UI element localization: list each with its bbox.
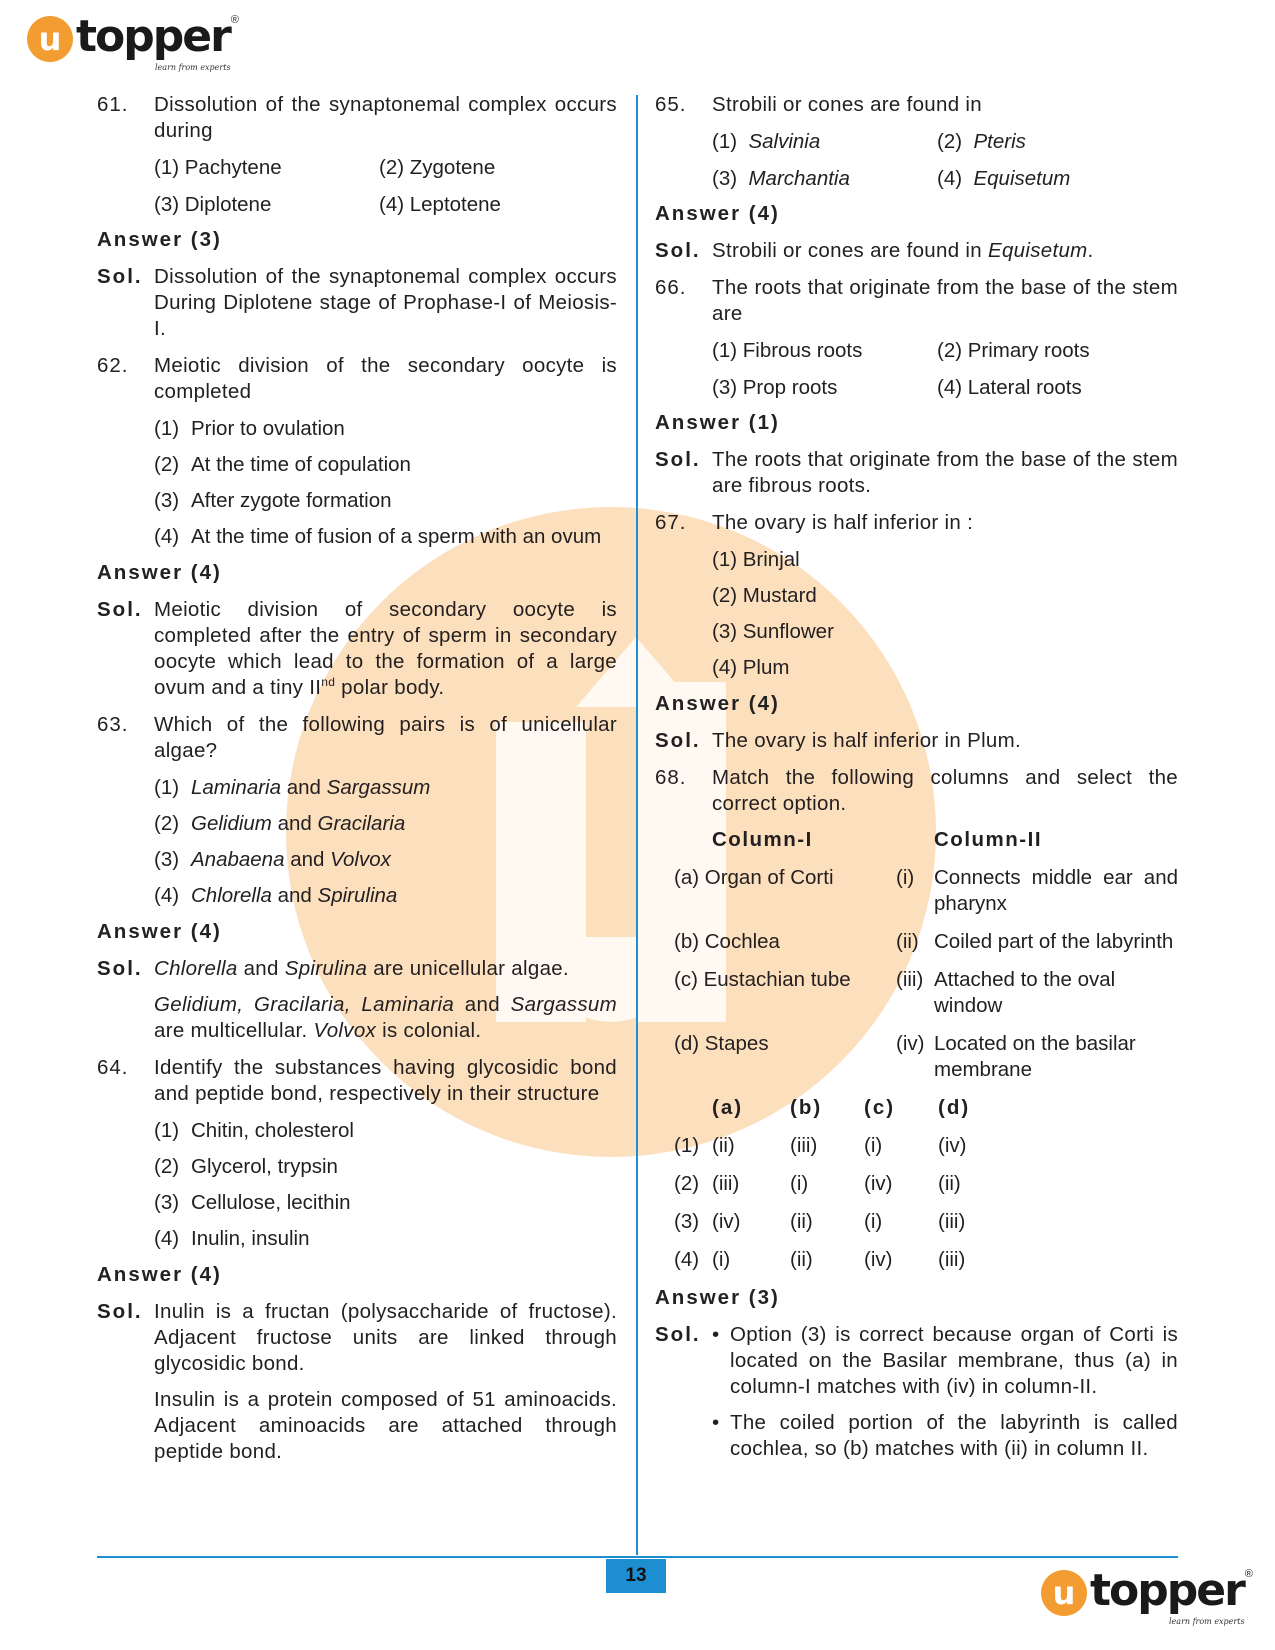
option-3: (3) Cellulose, lecithin xyxy=(154,1191,351,1214)
option-3: (3) After zygote formation xyxy=(154,489,392,512)
question-61 xyxy=(97,92,617,218)
option-4: (4) Inulin, insulin xyxy=(154,1227,310,1250)
match-table xyxy=(674,827,1178,1273)
solution-62 xyxy=(97,597,617,701)
option-1: (1) Laminaria and Sargassum xyxy=(154,776,431,799)
option-2: (2) Zygotene xyxy=(379,156,496,179)
answer-67: Answer (4) xyxy=(655,692,780,715)
options xyxy=(712,338,1178,401)
solution-68 xyxy=(655,1322,1178,1462)
option-1: (1) Salvinia xyxy=(712,130,821,153)
option-1: (1) Brinjal xyxy=(712,548,800,571)
left-column xyxy=(97,92,617,1476)
solution-text: Strobili or cones are found in Equisetum. xyxy=(712,239,1094,262)
codes-header: (a) (b) (c) (d) xyxy=(712,1096,971,1119)
options xyxy=(712,129,1178,192)
question-stem: Which of the following pairs is of unicellular algae? xyxy=(154,713,617,762)
answer-64: Answer (4) xyxy=(97,1263,222,1286)
sol-label: Sol. xyxy=(97,957,143,980)
answer-68: Answer (3) xyxy=(655,1286,780,1309)
match-header xyxy=(674,827,1178,853)
option-1: (1) Prior to ovulation xyxy=(154,417,345,440)
question-67 xyxy=(655,510,1178,681)
sol-label: Sol. xyxy=(655,1323,701,1346)
match-row: (b) Cochlea (ii) Coiled part of the labyrinth xyxy=(674,930,1174,953)
option-2: (2) Gelidium and Gracilaria xyxy=(154,812,406,835)
question-number: 63. xyxy=(97,713,129,736)
option-2: (2) Primary roots xyxy=(937,339,1090,362)
option-3: (3) Anabaena and Volvox xyxy=(154,848,391,871)
question-stem: Strobili or cones are found in xyxy=(712,93,982,116)
sol-label: Sol. xyxy=(97,265,143,288)
question-stem: Meiotic division of the secondary oocyte is completed xyxy=(154,354,617,403)
question-stem: The ovary is half inferior in : xyxy=(712,511,974,534)
topper-u-icon: u xyxy=(1041,1570,1087,1616)
question-stem: Identify the substances having glycosidic bond and peptide bond, respectively in their structure xyxy=(154,1056,617,1105)
question-62 xyxy=(97,353,617,550)
solution-text-2: Insulin is a protein composed of 51 aminoacids. Adjacent aminoacids are attached through peptide bond. xyxy=(154,1388,617,1463)
option-3: (3) Sunflower xyxy=(712,620,834,643)
question-stem: Dissolution of the synaptonemal complex occurs during xyxy=(154,93,617,142)
question-65 xyxy=(655,92,1178,192)
solution-61 xyxy=(97,264,617,342)
option-4: (4) At the time of fusion of a sperm with an ovum xyxy=(154,525,602,548)
solution-bullet: • The coiled portion of the labyrinth is called cochlea, so (b) matches with (ii) in column II. xyxy=(712,1410,1178,1462)
page-number: 13 xyxy=(606,1559,666,1593)
column-1-heading: Column-I xyxy=(712,828,813,851)
sol-label: Sol. xyxy=(655,729,701,752)
options xyxy=(154,1118,617,1252)
brand-tagline: learn from experts xyxy=(1169,1617,1245,1626)
question-number: 61. xyxy=(97,93,129,116)
question-number: 66. xyxy=(655,276,687,299)
question-number: 68. xyxy=(655,766,687,789)
footer-rule xyxy=(97,1556,1178,1558)
option-2: (2) Pteris xyxy=(937,130,1026,153)
option-3: (3) Diplotene xyxy=(154,193,272,216)
sol-label: Sol. xyxy=(97,1300,143,1323)
solution-text: Inulin is a fructan (polysaccharide of fructose). Adjacent fructose units are linked through glycosidic bond. xyxy=(154,1300,617,1375)
brand-name: topper xyxy=(76,11,230,62)
options xyxy=(675,547,1178,681)
topper-logo-top xyxy=(27,11,239,72)
option-4: (4) Equisetum xyxy=(937,167,1071,190)
option-1: (1) Pachytene xyxy=(154,156,282,179)
registered-mark: ® xyxy=(1244,1568,1253,1580)
solution-text: Dissolution of the synaptonemal complex occurs During Diplotene stage of Prophase-I of Meiosis-I. xyxy=(154,265,617,340)
option-codes xyxy=(674,1095,1178,1273)
match-row: (a) Organ of Corti (i) Connects middle ear and pharynx xyxy=(674,866,1178,915)
code-row: (1) (ii) (iii) (i) (iv) xyxy=(674,1134,967,1157)
question-63 xyxy=(97,712,617,909)
solution-text: Meiotic division of secondary oocyte is completed after the entry of sperm in secondary oocyte which lead to the formation of a large ovum and a tiny IInd polar body. xyxy=(154,598,617,699)
topper-u-icon: u xyxy=(27,16,73,62)
code-row: (3) (iv) (ii) (i) (iii) xyxy=(674,1210,966,1233)
solution-65 xyxy=(655,238,1178,264)
solution-text-2: Gelidium, Gracilaria, Laminaria and Sargassum are multicellular. Volvox is colonial. xyxy=(154,993,617,1042)
solution-63 xyxy=(97,956,617,1044)
option-3: (3) Prop roots xyxy=(712,376,838,399)
solution-bullet: • Option (3) is correct because organ of Corti is located on the Basilar membrane, thus (a) in column-I matches with (iv) in column-II. xyxy=(712,1322,1178,1400)
option-2: (2) At the time of copulation xyxy=(154,453,411,476)
answer-65: Answer (4) xyxy=(655,202,780,225)
option-2: (2) Mustard xyxy=(712,584,817,607)
solution-67 xyxy=(655,728,1178,754)
option-4: (4) Chlorella and Spirulina xyxy=(154,884,398,907)
answer-63: Answer (4) xyxy=(97,920,222,943)
registered-mark: ® xyxy=(230,14,239,26)
brand-tagline: learn from experts xyxy=(155,63,231,72)
option-4: (4) Plum xyxy=(712,656,790,679)
option-3: (3) Marchantia xyxy=(712,167,850,190)
column-divider xyxy=(636,95,638,1555)
right-column xyxy=(655,92,1178,1473)
code-row: (2) (iii) (i) (iv) (ii) xyxy=(674,1172,961,1195)
options xyxy=(154,416,617,550)
solution-64 xyxy=(97,1299,617,1465)
answer-62: Answer (4) xyxy=(97,561,222,584)
question-stem: The roots that originate from the base of the stem are xyxy=(712,276,1178,325)
solution-text: The roots that originate from the base of the stem are fibrous roots. xyxy=(712,448,1178,497)
code-row: (4) (i) (ii) (iv) (iii) xyxy=(674,1248,966,1271)
question-stem: Match the following columns and select the correct option. xyxy=(712,766,1178,815)
options xyxy=(154,775,617,909)
question-number: 67. xyxy=(655,511,687,534)
answer-61: Answer (3) xyxy=(97,228,222,251)
question-68 xyxy=(655,765,1178,817)
topper-logo-bottom xyxy=(1041,1565,1253,1626)
question-number: 62. xyxy=(97,354,129,377)
option-2: (2) Glycerol, trypsin xyxy=(154,1155,338,1178)
brand-name: topper xyxy=(1090,1565,1244,1616)
match-row: (d) Stapes (iv) Located on the basilar membrane xyxy=(674,1032,1136,1081)
answer-66: Answer (1) xyxy=(655,411,780,434)
option-1: (1) Fibrous roots xyxy=(712,339,863,362)
match-row: (c) Eustachian tube (iii) Attached to the oval window xyxy=(674,968,1116,1017)
option-4: (4) Leptotene xyxy=(379,193,501,216)
options xyxy=(154,155,617,218)
question-64 xyxy=(97,1055,617,1252)
sol-label: Sol. xyxy=(97,598,143,621)
sol-label: Sol. xyxy=(655,239,701,262)
sol-label: Sol. xyxy=(655,448,701,471)
option-4: (4) Lateral roots xyxy=(937,376,1082,399)
solution-text: The ovary is half inferior in Plum. xyxy=(712,729,1022,752)
solution-66 xyxy=(655,447,1178,499)
question-66 xyxy=(655,275,1178,401)
question-number: 65. xyxy=(655,93,687,116)
column-2-heading: Column-II xyxy=(934,828,1043,851)
solution-text: Chlorella and Spirulina are unicellular algae. xyxy=(154,957,569,980)
option-1: (1) Chitin, cholesterol xyxy=(154,1119,354,1142)
question-number: 64. xyxy=(97,1056,129,1079)
